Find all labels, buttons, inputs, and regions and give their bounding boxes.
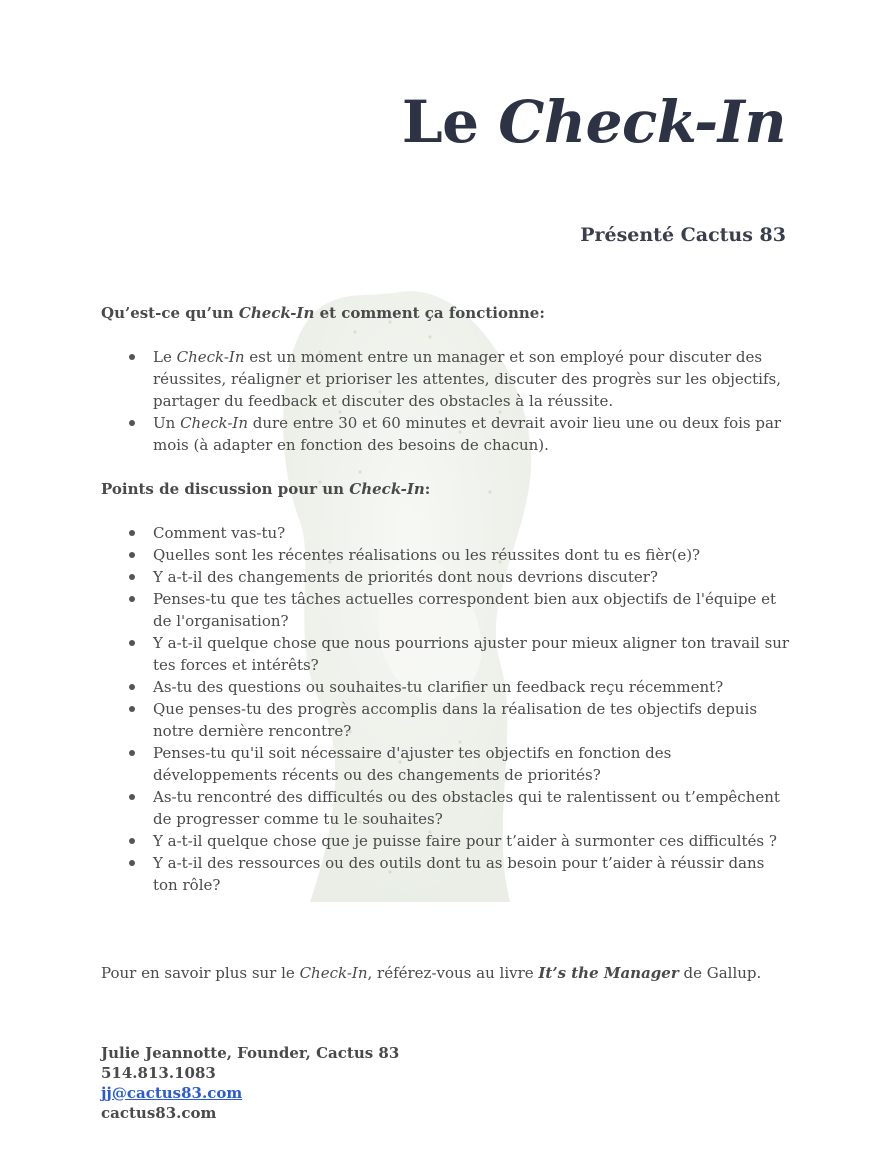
book-title: It’s the Manager [538, 964, 679, 982]
heading-text: et comment ça fonctionne: [314, 304, 545, 322]
list-item-text: Le [153, 348, 177, 366]
what-list [101, 346, 791, 456]
list-item: Y a-t-il quelque chose que nous pourrions ajuster pour mieux aligner ton travail sur tes forces et intérêts? [101, 632, 791, 676]
document-subtitle: Présenté Cactus 83 [580, 224, 786, 246]
list-item: As-tu des questions ou souhaites-tu clarifier un feedback reçu récemment? [101, 676, 791, 698]
list-item: Penses-tu que tes tâches actuelles correspondent bien aux objectifs de l'équipe et de l'organisation? [101, 588, 791, 632]
list-item: Que penses-tu des progrès accomplis dans la réalisation de tes objectifs depuis notre dernière rencontre? [101, 698, 791, 742]
list-item-text: dure entre 30 et 60 minutes et devrait avoir lieu une ou deux fois par mois (à adapter en fonction des besoins de chacun). [153, 414, 782, 454]
section-heading-points [101, 478, 791, 500]
list-item: Y a-t-il des changements de priorités dont nous devrions discuter? [101, 566, 791, 588]
title-italic: Check-In [498, 88, 786, 156]
heading-italic: Check-In [349, 480, 425, 498]
title-prefix: Le [401, 88, 479, 156]
heading-text: Qu’est-ce qu’un [101, 304, 239, 322]
signature-website[interactable]: cactus83.com [101, 1104, 217, 1122]
footnote-italic: Check-In [299, 964, 368, 982]
list-item: Y a-t-il quelque chose que je puisse faire pour t’aider à surmonter ces difficultés ? [101, 830, 791, 852]
discussion-list [101, 522, 791, 896]
list-item-text: est un moment entre un manager et son employé pour discuter des réussites, réaligner et prioriser les attentes, discuter des progrès sur les objectifs, partager du feedback et discuter des obstacles à la réussite. [153, 348, 781, 410]
heading-italic: Check-In [238, 304, 315, 322]
list-item: Y a-t-il des ressources ou des outils dont tu as besoin pour t’aider à réussir dans ton rôle? [101, 852, 791, 896]
list-item-text: Un [153, 414, 181, 432]
footnote-text: , référez-vous au livre [367, 964, 539, 982]
list-item-italic: Check-In [176, 348, 245, 366]
document-title [402, 88, 786, 156]
list-item [101, 346, 791, 412]
email-link[interactable]: jj@cactus83.com [101, 1084, 243, 1102]
signature-phone: 514.813.1083 [101, 1064, 216, 1082]
list-item: As-tu rencontré des difficultés ou des obstacles qui te ralentissent ou t’empêchent de progresser comme tu le souhaites? [101, 786, 791, 830]
list-item [101, 412, 791, 456]
footnote-text: Pour en savoir plus sur le [101, 964, 300, 982]
list-item: Quelles sont les récentes réalisations ou les réussites dont tu es fièr(e)? [101, 544, 791, 566]
section-heading-what [101, 302, 791, 324]
signature-block [101, 1043, 399, 1123]
heading-text: Points de discussion pour un [101, 480, 350, 498]
footnote [101, 962, 761, 984]
signature-name: Julie Jeannotte, Founder, Cactus 83 [101, 1044, 400, 1062]
document-body [101, 302, 791, 918]
footnote-text: de Gallup. [678, 964, 762, 982]
list-item: Comment vas-tu? [101, 522, 791, 544]
heading-text: : [424, 480, 431, 498]
list-item: Penses-tu qu'il soit nécessaire d'ajuster tes objectifs en fonction des développements récents ou des changements de priorités? [101, 742, 791, 786]
list-item-italic: Check-In [180, 414, 248, 432]
